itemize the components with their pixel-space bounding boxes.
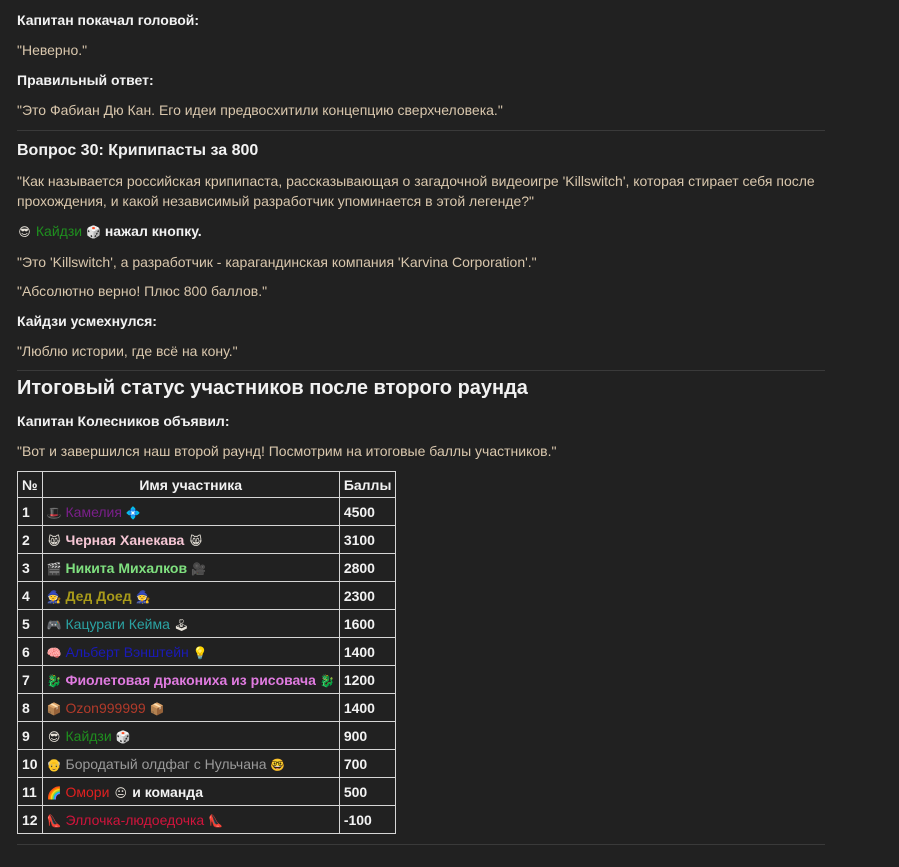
table-row [18, 666, 396, 694]
participant-pre-icon: 🎮 [46, 617, 62, 632]
row-number: 1 [18, 498, 43, 526]
participant-pre-icon: 🎩 [46, 505, 62, 520]
participant-post-icon: 🧙 [135, 589, 151, 604]
participant-name: Никита Михалков [65, 559, 188, 576]
row-number: 11 [18, 778, 43, 806]
pressed-text: нажал кнопку. [104, 223, 202, 239]
participant-cell [42, 638, 339, 666]
table-row [18, 750, 396, 778]
table-row [18, 806, 396, 834]
divider [17, 844, 825, 845]
scores-table [17, 471, 396, 834]
participant-name: Ozon999999 [65, 699, 146, 716]
header-num: № [18, 472, 43, 498]
participant-name: Кацураги Кейма [65, 615, 170, 632]
buzz-line [17, 221, 899, 242]
participant-cell [42, 526, 339, 554]
participant-cell [42, 666, 339, 694]
participant-cell [42, 498, 339, 526]
participant-extra: и команда [132, 783, 203, 800]
table-row [18, 554, 396, 582]
participant-cell [42, 806, 339, 834]
participant-post-icon: 🐉 [319, 673, 335, 688]
participant-cell [42, 582, 339, 610]
participant-cell [42, 750, 339, 778]
row-score: 900 [339, 722, 396, 750]
row-number: 7 [18, 666, 43, 694]
participant-post-icon: 💡 [192, 645, 208, 660]
table-row [18, 526, 396, 554]
row-number: 9 [18, 722, 43, 750]
participant-post-icon: 🤓 [270, 757, 286, 772]
question-title: Вопрос 30: Крипипасты за 800 [17, 142, 259, 159]
row-number: 6 [18, 638, 43, 666]
table-row [18, 694, 396, 722]
participant-pre-icon: 😸 [47, 533, 61, 548]
participant-pre-icon: 📦 [46, 701, 62, 716]
participant-pre-icon: 🎬 [46, 561, 62, 576]
participant-post-icon: 🎥 [190, 561, 206, 576]
participant-post-icon: 🕹 [173, 617, 189, 632]
table-row [18, 582, 396, 610]
row-number: 2 [18, 526, 43, 554]
table-row [18, 610, 396, 638]
participant-post-icon: 👠 [208, 813, 224, 828]
wrong-quote: "Неверно." [17, 42, 88, 58]
verdict-quote: "Абсолютно верно! Плюс 800 баллов." [17, 283, 268, 299]
reply-quote: "Люблю истории, где всё на кону." [17, 343, 238, 359]
row-score: 1400 [339, 638, 396, 666]
row-score: 3100 [339, 526, 396, 554]
announced-text: Капитан Колесников объявил: [17, 413, 230, 429]
participant-name: Камелия [65, 503, 122, 520]
header-score: Баллы [339, 472, 396, 498]
table-row [18, 498, 396, 526]
player-answer: "Это 'Killswitch', а разработчик - карагандинская компания 'Karvina Corporation'." [17, 254, 537, 270]
participant-post-icon: 🎲 [115, 729, 131, 744]
participant-post-icon: 📦 [149, 701, 165, 716]
announcement-quote: "Вот и завершился наш второй раунд! Посмотрим на итоговые баллы участников." [17, 443, 557, 459]
captain-head-text: Капитан покачал головой: [17, 12, 200, 28]
table-row [18, 722, 396, 750]
sunglasses-icon: 😎 [18, 225, 31, 239]
dice-icon: 🎲 [85, 225, 101, 239]
participant-cell [42, 694, 339, 722]
row-score: 2300 [339, 582, 396, 610]
participant-cell [42, 722, 339, 750]
participant-pre-icon: 😎 [47, 729, 61, 744]
row-score: 500 [339, 778, 396, 806]
question-text: "Как называется российская крипипаста, рассказывающая о загадочной видеоигре 'Killswitch', которая стирает себя после прохождения, и какой независимый разработчик упоминается в этой легенде?" [17, 173, 815, 209]
participant-name: Омори [65, 783, 110, 800]
row-score: 2800 [339, 554, 396, 582]
player-name: Кайдзи [35, 223, 83, 239]
participant-pre-icon: 🌈 [46, 785, 62, 800]
participant-pre-icon: 🧙 [46, 589, 62, 604]
participant-pre-icon: 🐉 [46, 673, 62, 688]
participant-cell [42, 554, 339, 582]
row-number: 12 [18, 806, 43, 834]
row-score: -100 [339, 806, 396, 834]
row-number: 5 [18, 610, 43, 638]
header-name: Имя участника [42, 472, 339, 498]
row-score: 1400 [339, 694, 396, 722]
participant-name: Черная Ханекава [65, 531, 185, 548]
participant-name: Фиолетовая дракониха из рисовача [65, 671, 316, 688]
participant-post-icon: 💠 [125, 505, 141, 520]
row-number: 3 [18, 554, 43, 582]
row-number: 10 [18, 750, 43, 778]
row-score: 1200 [339, 666, 396, 694]
participant-pre-icon: 🧠 [46, 645, 62, 660]
participant-name: Бородатый олдфаг с Нульчана [65, 755, 267, 772]
participant-name: Альберт Вэнштейн [65, 643, 189, 660]
participant-pre-icon: 👠 [46, 813, 62, 828]
correct-answer-label: Правильный ответ: [17, 72, 154, 88]
status-heading: Итоговый статус участников после второго раунда [17, 377, 528, 399]
participant-post-icon: 😸 [189, 533, 202, 548]
participant-name: Эллочка-людоедочка [65, 811, 205, 828]
row-score: 4500 [339, 498, 396, 526]
participant-name: Кайдзи [65, 727, 112, 744]
row-score: 700 [339, 750, 396, 778]
participant-cell [42, 778, 339, 806]
row-number: 4 [18, 582, 43, 610]
participant-cell [42, 610, 339, 638]
table-row [18, 778, 396, 806]
table-header-row [18, 472, 396, 498]
participant-post-icon: 😐 [114, 785, 128, 800]
row-number: 8 [18, 694, 43, 722]
row-score: 1600 [339, 610, 396, 638]
table-row [18, 638, 396, 666]
correct-answer-quote: "Это Фабиан Дю Кан. Его идеи предвосхитили концепцию сверхчеловека." [17, 102, 503, 118]
smirk-text: Кайдзи усмехнулся: [17, 313, 157, 329]
participant-pre-icon: 👴 [46, 757, 62, 772]
participant-name: Дед Доед [65, 587, 132, 604]
